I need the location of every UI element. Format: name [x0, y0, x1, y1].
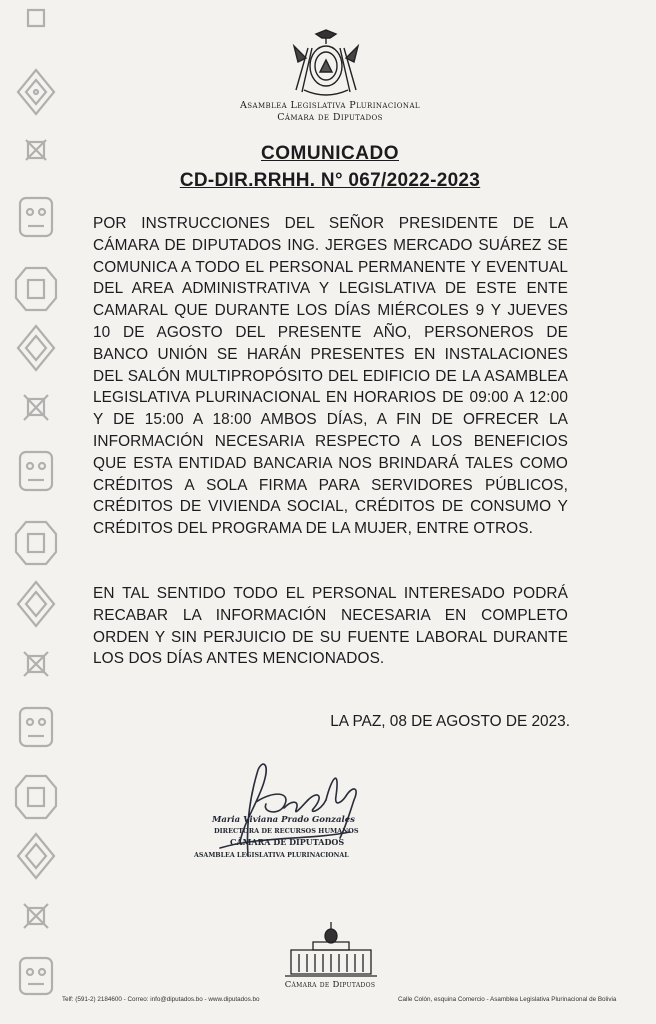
diamond-motif-icon [18, 834, 54, 878]
cross-motif-icon [26, 140, 46, 160]
diamond-motif-icon [18, 70, 54, 114]
mask-motif-icon [20, 958, 52, 994]
decorative-side-band [6, 0, 66, 1024]
institution-line-2: Cámara de Diputados [277, 112, 383, 123]
cross-motif-icon [24, 904, 48, 928]
mask-motif-icon [20, 708, 52, 746]
svg-text:ASAMBLEA LEGISLATIVA PLURINACI: ASAMBLEA LEGISLATIVA PLURINACIONAL [194, 852, 349, 859]
legislative-palace-icon [283, 920, 379, 978]
cross-motif-icon [24, 395, 48, 420]
octagon-motif-icon [16, 522, 56, 564]
small-motif-icon [28, 10, 44, 26]
document-reference: CD-DIR.RRHH. N° 067/2022-2023 [179, 170, 481, 191]
svg-text:DIRECTORA DE RECURSOS HUMANOS: DIRECTORA DE RECURSOS HUMANOS [214, 827, 359, 835]
svg-text:CÁMARA DE DIPUTADOS: CÁMARA DE DIPUTADOS [230, 837, 345, 847]
svg-text:Maria Viviana Prado Gonzales: Maria Viviana Prado Gonzales [212, 815, 355, 825]
footer-contact: Telf: (591-2) 2184600 - Correo: info@diputados.bo - www.diputados.bo [62, 996, 260, 1003]
official-stamp [190, 812, 360, 876]
date-line: LA PAZ, 08 DE AGOSTO DE 2023. [330, 713, 570, 730]
octagon-motif-icon [16, 776, 56, 818]
mask-motif-icon [20, 452, 52, 490]
mask-motif-icon [20, 198, 52, 236]
footer-address: Calle Colón, esquina Comercio - Asamblea Legislativa Plurinacional de Bolivia [398, 996, 617, 1003]
diamond-motif-icon [18, 582, 54, 626]
octagon-motif-icon [16, 268, 56, 310]
footer-chamber-name: Cámara de Diputados [284, 980, 376, 990]
institution-line-1: Asamblea Legislativa Plurinacional [240, 100, 420, 111]
body-paragraph-2: EN TAL SENTIDO TODO EL PERSONAL INTERESADO PODRÁ RECABAR LA INFORMACIÓN NECESARIA EN COMPLETO ORDEN Y SIN PERJUICIO DE SU FUENTE LABORAL DURANTE LOS DOS DÍAS ANTES MENCIONADOS. [93, 585, 568, 668]
diamond-motif-icon [18, 326, 54, 370]
document-title: COMUNICADO [261, 143, 399, 164]
bolivia-coat-of-arms-icon [286, 28, 366, 100]
cross-motif-icon [24, 652, 48, 676]
body-paragraph-1: POR INSTRUCCIONES DEL SEÑOR PRESIDENTE DE LA CÁMARA DE DIPUTADOS ING. JERGES MERCADO SUÁREZ SE COMUNICA A TODO EL PERSONAL PERMANENTE Y EVENTUAL DEL AREA ADMINISTRATIVA Y LEGISLATIVA DE ESTE ENTE CAMARAL QUE DURANTE LOS DÍAS MIÉRCOLES 9 Y JUEVES 10 DE AGOSTO DEL PRESENTE AÑO, PERSONEROS DE BANCO UNIÓN SE HARÁN PRESENTES EN INSTALACIONES DEL SALÓN MULTIPROPÓSITO DEL EDIFICIO DE LA ASAMBLEA LEGISLATIVA PLURINACIONAL EN HORARIOS DE 09:00 A 12:00 Y DE 15:00 A 18:00 AMBOS DÍAS, A FIN DE OFRECER LA INFORMACIÓN NECESARIA RESPECTO A LOS BENEFICIOS QUE ESTA ENTIDAD BANCARIA NOS BRINDARÁ TALES COMO CRÉDITOS A SOLA FIRMA PARA SERVIDORES PÚBLICOS, CRÉDITOS DE VIVIENDA SOCIAL, CRÉDITOS DE CONSUMO Y CRÉDITOS DEL PROGRAMA DE LA MUJER, ENTRE OTROS. [93, 215, 568, 538]
